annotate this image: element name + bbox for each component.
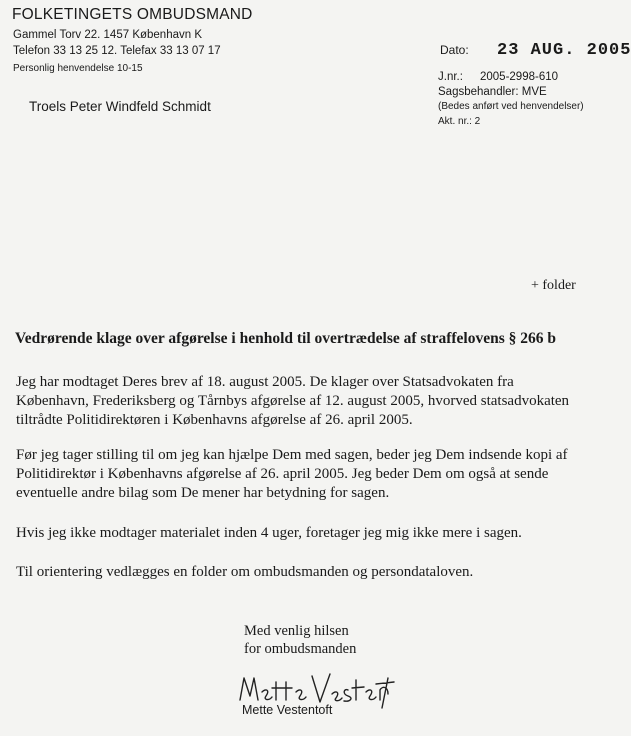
case-note: (Bedes anført ved henvendelser) <box>438 101 584 112</box>
recipient-name: Troels Peter Windfeld Schmidt <box>29 99 211 114</box>
closing-on-behalf: for ombudsmanden <box>244 641 357 657</box>
org-name: FOLKETINGETS OMBUDSMAND <box>12 6 253 23</box>
body-paragraph: Hvis jeg ikke modtager materialet inden 4 uger, foretager jeg mig ikke mere i sagen. <box>16 525 522 541</box>
jnr-label: J.nr.: <box>438 71 463 83</box>
enclosure-note: + folder <box>531 278 576 293</box>
akt-number: Akt. nr.: 2 <box>438 116 481 127</box>
date-label: Dato: <box>440 43 469 57</box>
subject-heading: Vedrørende klage over afgørelse i henhold til overtrædelse af straffelovens § 266 b <box>15 330 557 347</box>
body-paragraph: Jeg har modtaget Deres brev af 18. august 2005. De klager over Statsadvokaten fra København, Frederiksberg og Tårnbys afgørelse af 12. august 2005, hvorved statsadvokaten tiltrådte Politidirektøren i Københavns afgørelse af 26. april 2005. <box>16 374 570 428</box>
org-phone: Telefon 33 13 25 12. Telefax 33 13 07 17 <box>13 45 221 57</box>
org-hours: Personlig henvendelse 10-15 <box>13 63 143 74</box>
body-paragraph: Før jeg tager stilling til om jeg kan hjælpe Dem med sagen, beder jeg Dem indsende kopi af Politidirektør i Københavns afgørelse af 26. april 2005. Jeg beder Dem om også at sende eventuelle andre bilag som De mener har betydning for sagen. <box>16 447 568 501</box>
signer-name: Mette Vestentoft <box>242 703 333 717</box>
closing-salutation: Med venlig hilsen <box>244 623 349 639</box>
body-paragraph: Til orientering vedlægges en folder om ombudsmanden og persondataloven. <box>16 564 474 580</box>
org-address: Gammel Torv 22. 1457 København K <box>13 29 203 41</box>
case-handler: Sagsbehandler: MVE <box>438 86 547 98</box>
date-stamp: 23 AUG. 2005 <box>497 41 631 60</box>
jnr-value: 2005-2998-610 <box>480 71 559 83</box>
